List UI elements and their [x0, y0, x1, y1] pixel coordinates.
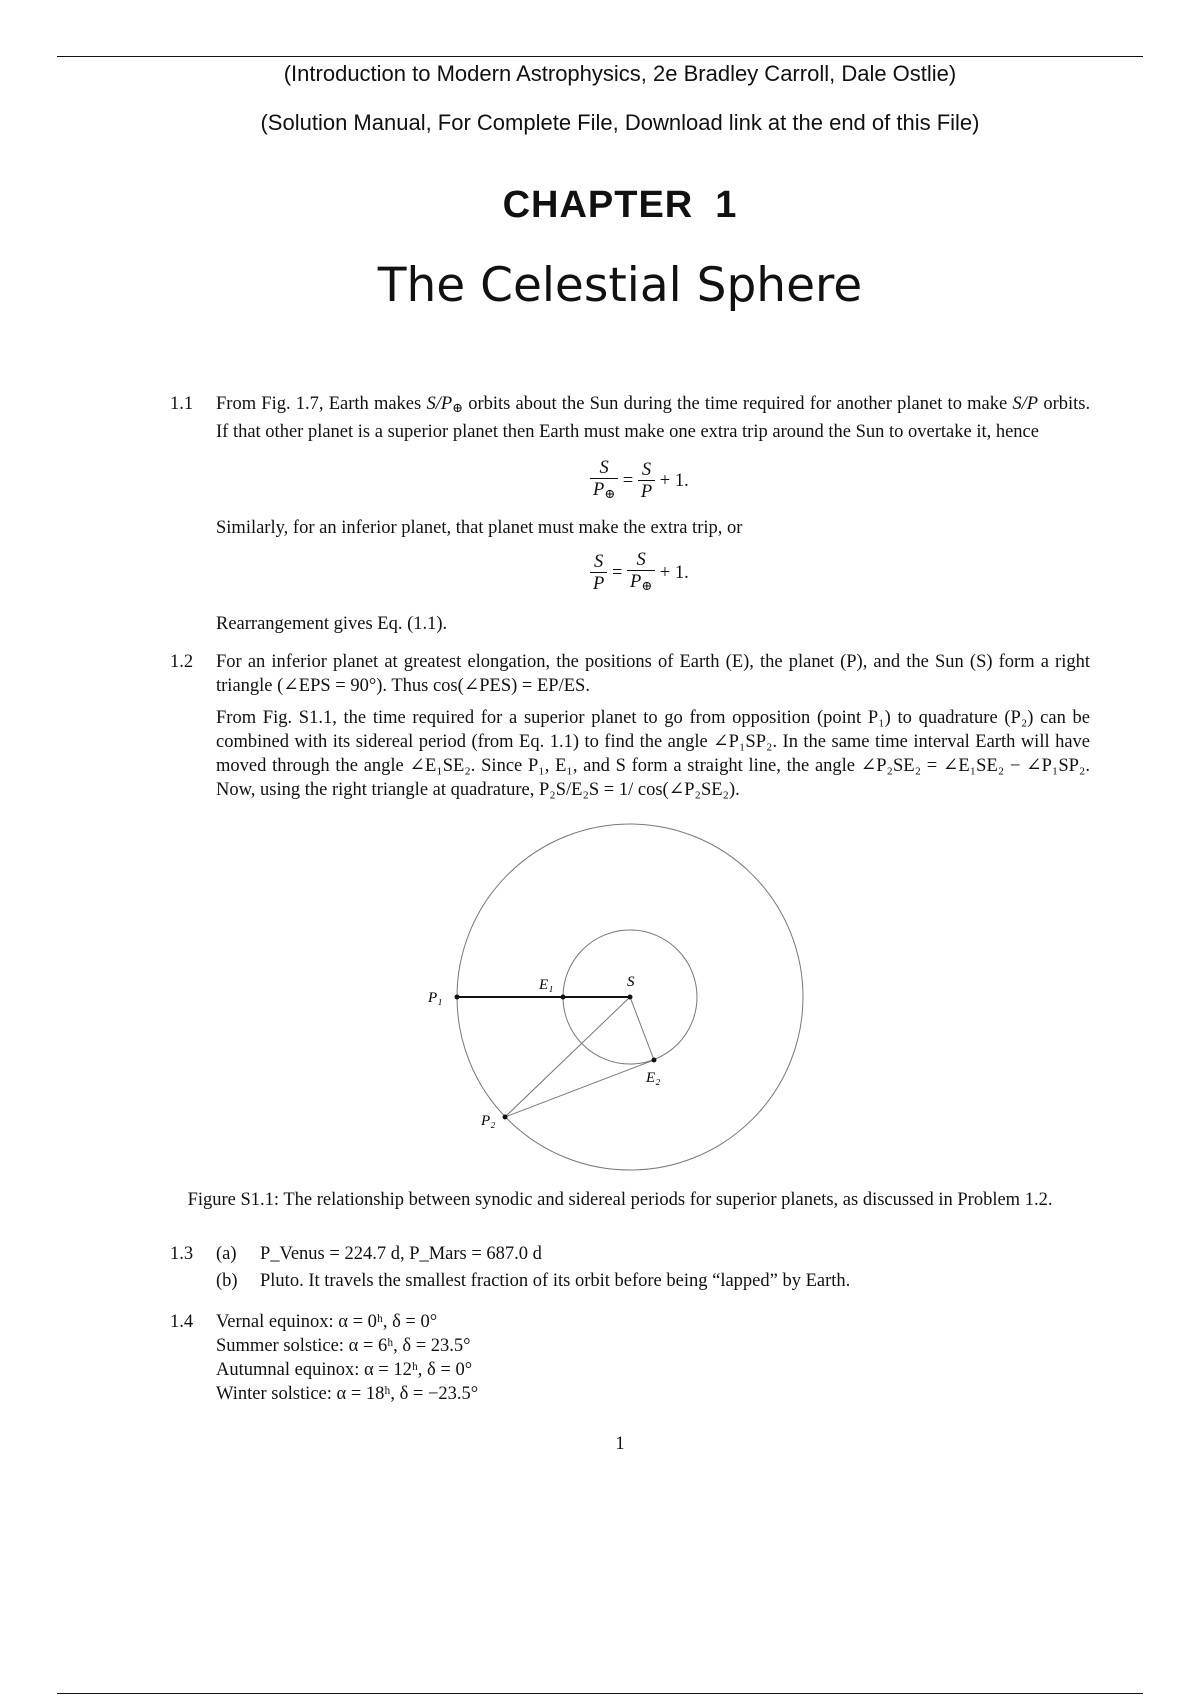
- line-s-p2: [505, 997, 630, 1117]
- problem-number: 1.2: [170, 652, 194, 672]
- label-s: S: [627, 974, 635, 990]
- equation-1: $\frac{S}{P_\oplus}$ = $\frac{S}{P}$ + 1.: [590, 458, 689, 505]
- solstice-line: Winter solstice: α = 18ʰ, δ = −23.5°: [216, 1384, 479, 1404]
- problem-1-4: [170, 1310, 1090, 1406]
- line-s-e2: [630, 997, 654, 1060]
- line-p2-e2: [505, 1060, 654, 1117]
- figure-caption: Figure S1.1: The relationship between synodic and sidereal periods for superior planets, as discussed in Problem 1.2.: [187, 1190, 1053, 1210]
- point-s: [628, 995, 633, 1000]
- label-p1: P₁: [428, 990, 443, 1006]
- orbit-diagram: [0, 820, 1200, 1180]
- point-e1: [561, 995, 566, 1000]
- point-e2: [652, 1058, 657, 1063]
- chapter-label: CHAPTER: [502, 184, 694, 226]
- header-line-2: (Solution Manual, For Complete File, Download link at the end of this File): [260, 110, 980, 135]
- problem-number: 1.1: [170, 394, 194, 414]
- equinox-line: Autumnal equinox: α = 12ʰ, δ = 0°: [216, 1360, 473, 1380]
- problem-1-3-part-a: (a) P_Venus = 224.7 d, P_Mars = 687.0 d: [216, 1244, 542, 1264]
- problem-1-3-part-b: (b) Pluto. It travels the smallest fraction of its orbit before being “lapped” by Earth.: [216, 1271, 851, 1291]
- problem-1-3: [170, 1242, 1090, 1293]
- chapter-title: The Celestial Sphere: [377, 258, 863, 313]
- problem-1-2-para-2: From Fig. S1.1, the time required for a superior planet to go from opposition (point P₁) to quadrature (P₂) can be combined with its sidereal period (from Eq. 1.1) to find the angle ∠P₁SP₂. In the same time interval Earth will have moved through the angle ∠E₁SE₂. Since P₁, E₁, and S form a straight line, the angle ∠P₂SE₂ = ∠E₁SE₂ − ∠P₁SP₂. Now, using the right triangle at quadrature, P₂S/E₂S = 1/ cos(∠P₂SE₂).: [216, 708, 1090, 800]
- label-e2: E₂: [646, 1070, 661, 1086]
- solstice-line: Summer solstice: α = 6ʰ, δ = 23.5°: [216, 1336, 471, 1356]
- label-e1: E₁: [539, 977, 554, 993]
- problem-1-1-end: Rearrangement gives Eq. (1.1).: [216, 614, 448, 634]
- bottom-rule: [57, 1693, 1143, 1694]
- label-p2: P₂: [481, 1113, 496, 1129]
- point-p2: [503, 1115, 508, 1120]
- problem-number: 1.3: [170, 1244, 194, 1264]
- header-line-1: (Introduction to Modern Astrophysics, 2e Bradley Carroll, Dale Ostlie): [283, 61, 957, 86]
- problem-number: 1.4: [170, 1312, 194, 1332]
- equinox-line: Vernal equinox: α = 0ʰ, δ = 0°: [216, 1312, 438, 1332]
- point-p1: [455, 995, 460, 1000]
- equation-2: $\frac{S}{P}$ = $\frac{S}{P_\oplus}$ + 1.: [590, 550, 689, 597]
- problem-1-2: [170, 650, 1090, 802]
- chapter-number: 1: [715, 184, 738, 226]
- problem-1-1-continued: Similarly, for an inferior planet, that planet must make the extra trip, or: [216, 518, 743, 538]
- problem-1-2-para-1: For an inferior planet at greatest elongation, the positions of Earth (E), the planet (P), and the Sun (S) form a right triangle (∠EPS = 90°). Thus cos(∠PES) = EP/ES.: [216, 652, 1090, 696]
- chapter-heading: [0, 184, 1200, 227]
- problem-text: From Fig. 1.7, Earth makes $S/P_\oplus$ orbits about the Sun during the time required for another planet to make S/P orbits. If that other planet is a superior planet then Earth must make one extra trip around the Sun to overtake it, hence: [216, 394, 1091, 443]
- page-number: 1: [615, 1434, 625, 1454]
- problem-1-1: [170, 392, 1090, 444]
- top-rule: [57, 56, 1143, 57]
